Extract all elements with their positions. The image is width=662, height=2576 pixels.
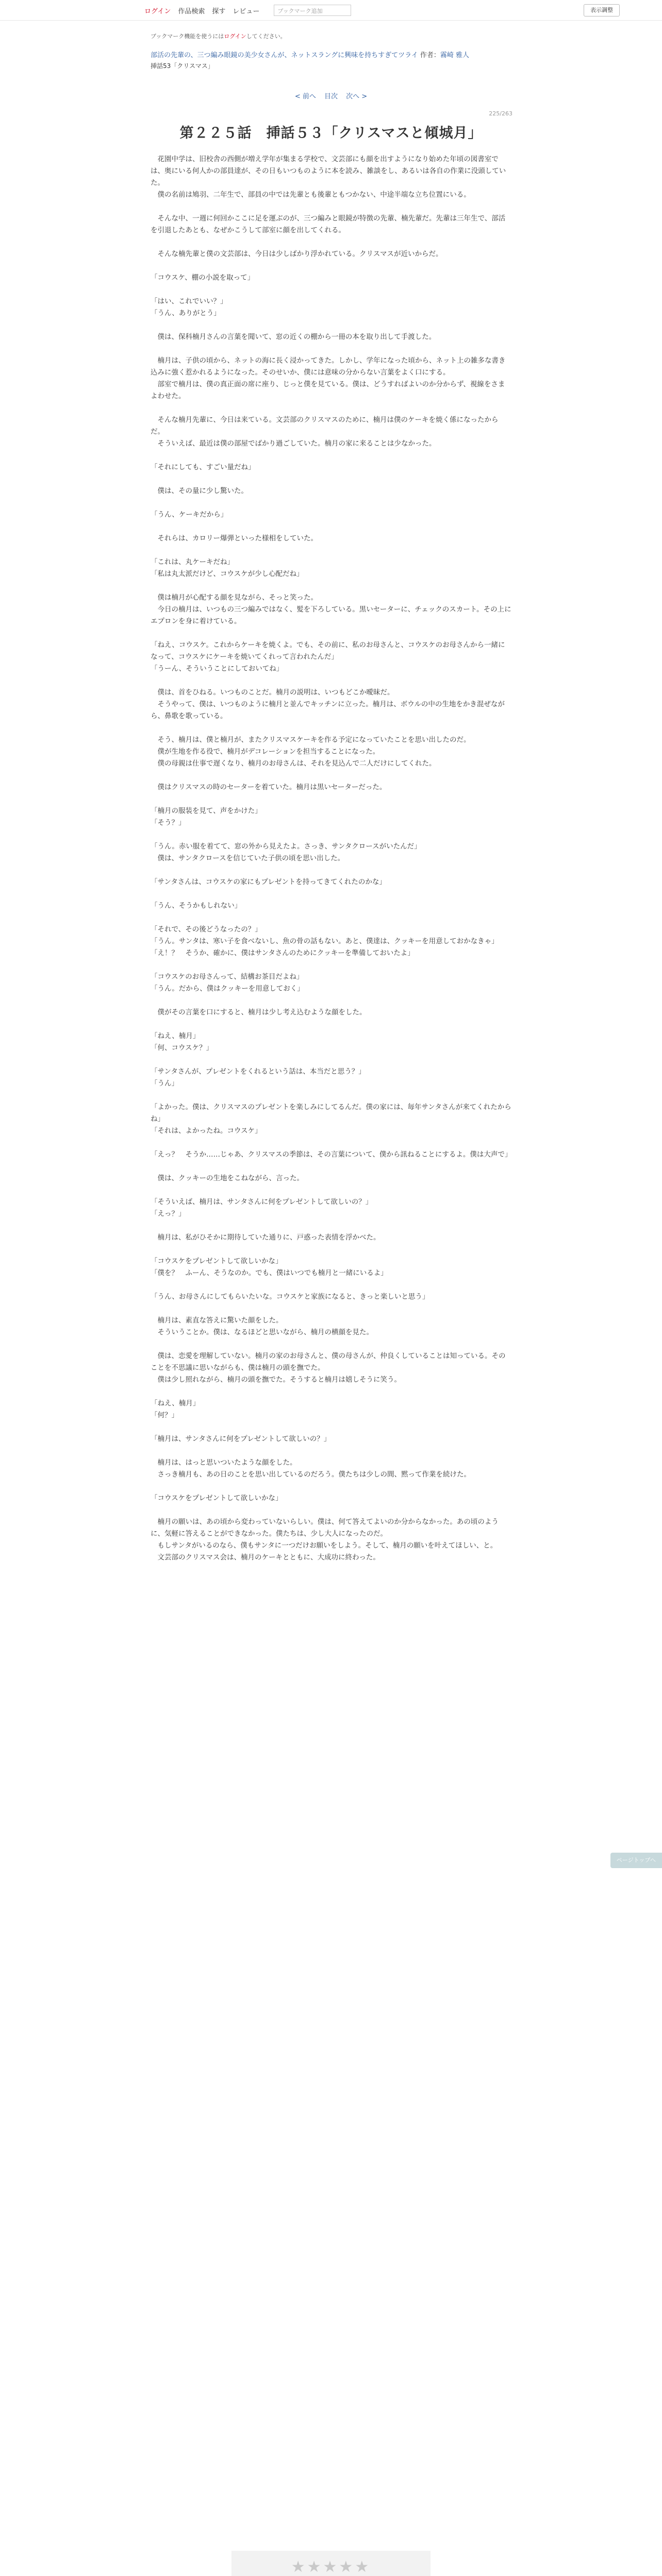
body-paragraph: そういえば、最近は僕の部屋でばかり過ごしていた。楠月の家に来ることは少なかった。: [151, 439, 436, 448]
episode-title: 第２２５話 挿話５３「クリスマスと傾城月」: [179, 125, 483, 141]
body-paragraph: 花園中学は、旧校舎の西側が増え学年が集まる学校で、文芸部にも顔を出すようになり始めた年頃の図書室では、奥にいる何人かの部員達が、その日もいつものように本を読み、雑談をし、あるいは各自の作業に没頭していた。: [151, 155, 506, 187]
body-paragraph: 僕はクリスマスの時のセーターを着ていた。楠月は黒いセーターだった。: [151, 783, 387, 791]
body-paragraph: 「楠月は、サンタさんに何をプレゼントして欲しいの？」: [151, 1435, 331, 1443]
body-paragraph: 「これは、丸ケーキだね」: [151, 558, 234, 566]
body-paragraph: 文芸部のクリスマス会は、楠月のケーキとともに、大成功に終わった。: [151, 1553, 380, 1562]
body-paragraph: 「何？」: [151, 1411, 178, 1419]
top-nav: [144, 4, 351, 16]
nav-search[interactable]: 作品検索: [178, 7, 205, 15]
body-paragraph: 「うん、ありがとう」: [151, 309, 221, 317]
body-paragraph: [151, 1303, 511, 1315]
notice-prefix: ブックマーク機能を使うには: [151, 33, 224, 40]
body-paragraph: 楠月の願いは、あの頃から変わっていないらしい。僕は、何て答えてよいのか分からなかった。あの頃のように、気軽に答えることができなかった。僕たちは、少し大人になったのだ。: [151, 1518, 499, 1538]
body-paragraph: [151, 675, 511, 687]
body-paragraph: もしサンタがいるのなら、僕もサンタに一つだけお願いをしよう。そして、楠月の願いを叶えてほしい、と。: [151, 1541, 498, 1550]
body-paragraph: 僕は、恋愛を理解していない。楠月の家のお母さんと、僕の母さんが、仲良くしていることは知っている。そのことを不思議に思いながらも、僕は楠月の頭を撫でた。: [151, 1352, 506, 1372]
breadcrumb: [151, 50, 511, 71]
body-paragraph: 僕は、首をひねる。いつものことだ。楠月の説明は、いつもどこか曖昧だ。: [151, 688, 394, 697]
body-paragraph: [151, 722, 511, 734]
body-paragraph: 「コウスケをプレゼントして欲しいかな」: [151, 1257, 283, 1265]
chapter-subtitle: 挿話53「クリスマス」: [151, 62, 214, 70]
body-paragraph: [151, 545, 511, 556]
body-paragraph: [151, 793, 511, 805]
author-link[interactable]: 霧崎 雅人: [440, 52, 469, 59]
body-paragraph: それらは、カロリー爆弾といった様相をしていた。: [151, 534, 318, 543]
prev-link[interactable]: < 前へ: [294, 93, 316, 100]
notice-suffix: してください。: [246, 33, 286, 40]
body-paragraph: 「ねえ、楠月」: [151, 1032, 200, 1040]
body-paragraph: [151, 829, 511, 841]
body-paragraph: [151, 1504, 511, 1516]
display-settings-button[interactable]: 表示調整: [584, 4, 620, 16]
body-paragraph: [151, 1279, 511, 1291]
body-paragraph: 「えっ？ そうか……じゃあ、クリスマスの季節は、その言葉について、僕から訊ねることにするよ。僕は大声で」: [151, 1150, 512, 1159]
body-paragraph: [151, 1054, 511, 1066]
body-paragraph: [151, 1421, 511, 1433]
upper-pager: [0, 91, 662, 100]
login-link[interactable]: ログイン: [144, 7, 171, 15]
body-paragraph: 「それは、よかったね。コウスケ」: [151, 1127, 262, 1135]
novel-body: [151, 154, 511, 1564]
body-paragraph: そんな楠先輩と僕の文芸部は、今日は少しばかり浮かれている。クリスマスが近いからだ。: [151, 250, 443, 258]
page-top-button[interactable]: ページトップへ: [610, 1853, 662, 1868]
rating-box: [231, 2551, 431, 2576]
body-paragraph: 僕がその言葉を口にすると、楠月は少し考え込むような顔をした。: [151, 1008, 367, 1016]
body-paragraph: [151, 521, 511, 533]
body-paragraph: 「ねえ、コウスケ。これからケーキを焼くよ。でも、その前に、私のお母さんと、コウスケのお母さんから一緒になって、コウスケにケーキを焼いてくれって言われたんだ」: [151, 641, 505, 661]
body-paragraph: 「はい、これでいい？」: [151, 297, 227, 306]
body-paragraph: [151, 1220, 511, 1232]
notice-login-link[interactable]: ログイン: [224, 33, 246, 40]
body-paragraph: 「うん。だから、僕はクッキーを用意しておく」: [151, 985, 304, 993]
body-paragraph: [151, 959, 511, 971]
body-paragraph: 楠月は、素直な答えに驚いた顔をした。: [151, 1316, 283, 1325]
body-paragraph: 僕の母親は仕事で遅くなり、楠月のお母さんは、それを見込んで二人だけにしてくれた。: [151, 759, 436, 768]
body-paragraph: [151, 1481, 511, 1493]
body-paragraph: 「うん、お母さんにしてもらいたいな。コウスケと家族になると、きっと楽しいと思う」: [151, 1293, 429, 1301]
rating-stars[interactable]: ★★★★★: [291, 2558, 371, 2576]
body-paragraph: [151, 912, 511, 924]
body-paragraph: [151, 1184, 511, 1196]
body-paragraph: [151, 770, 511, 782]
body-paragraph: 「うん、そうかもしれない」: [151, 902, 242, 910]
body-paragraph: 「何、コウスケ？」: [151, 1044, 213, 1052]
body-paragraph: [151, 236, 511, 248]
body-paragraph: [151, 580, 511, 592]
body-paragraph: [151, 1445, 511, 1457]
body-paragraph: 楠月は、子供の頃から、ネットの海に長く浸かってきた。しかし、学年になった頃から、ネット上の雑多な書き込みに強く惹かれるようになった。そのせいか、僕には意味の分からない言葉をよく口にする。: [151, 357, 506, 377]
body-paragraph: [151, 201, 511, 213]
body-paragraph: 「僕を？ ふーん、そうなのか。でも、僕はいつでも楠月と一緒にいるよ」: [151, 1269, 388, 1277]
body-paragraph: [151, 888, 511, 900]
body-paragraph: [151, 1338, 511, 1350]
body-paragraph: 「え！？ そうか、確かに、僕はサンタさんのためにクッキーを準備しておいたよ」: [151, 949, 415, 957]
body-paragraph: [151, 450, 511, 462]
body-paragraph: 「よかった。僕は、クリスマスのプレゼントを楽しみにしてるんだ。僕の家には、毎年サンタさんが来てくれたからね」: [151, 1103, 511, 1123]
body-paragraph: [151, 865, 511, 876]
body-paragraph: [151, 343, 511, 355]
body-paragraph: 僕は、サンタクロースを信じていた子供の頃を思い出した。: [151, 854, 345, 862]
body-paragraph: 「うん」: [151, 1079, 178, 1088]
body-paragraph: 「それにしても、すごい量だね」: [151, 463, 255, 471]
top-bar: [0, 0, 662, 21]
body-paragraph: 「ねえ、楠月」: [151, 1399, 200, 1408]
body-paragraph: [151, 995, 511, 1007]
body-paragraph: 「うん、ケーキだから」: [151, 511, 228, 519]
body-paragraph: [151, 497, 511, 509]
body-paragraph: [151, 1244, 511, 1256]
body-paragraph: [151, 1137, 511, 1149]
toc-link[interactable]: 目次: [324, 93, 338, 100]
body-paragraph: そんな楠月先輩に、今日は来ている。文芸部のクリスマスのために、楠月は僕のケーキを焼く係になったからだ。: [151, 416, 499, 436]
body-paragraph: 今日の楠月は、いつもの三つ編みではなく、髪を下ろしている。黒いセーターに、チェックのスカート。その上にエプロンを身に着けている。: [151, 605, 511, 625]
body-paragraph: 「それで、その後どうなったの？」: [151, 925, 262, 934]
body-paragraph: 「うん。赤い服を着てて、窓の外から見えたよ。さっき、サンタクロースがいたんだ」: [151, 842, 421, 851]
body-paragraph: [151, 319, 511, 331]
body-paragraph: 楠月は、はっと思いついたような顔をした。: [151, 1459, 297, 1467]
bookmark-login-notice: [151, 32, 286, 40]
next-link[interactable]: 次へ >: [346, 93, 368, 100]
nav-review[interactable]: レビュー: [233, 7, 260, 15]
body-paragraph: 僕が生地を作る役で、楠月がデコレーションを担当することになった。: [151, 748, 380, 756]
body-paragraph: 僕は、保科楠月さんの言葉を聞いて、窓の近くの棚から一冊の本を取り出して手渡した。: [151, 333, 436, 341]
body-paragraph: そういうことか。僕は、なるほどと思いながら、楠月の横顔を見た。: [151, 1328, 373, 1336]
body-paragraph: 僕は少し照れながら、楠月の頭を撫でた。そうすると楠月は嬉しそうに笑う。: [151, 1376, 401, 1384]
body-paragraph: [151, 473, 511, 485]
body-paragraph: そんな中、一週に何回かここに足を運ぶのが、三つ編みと眼鏡が特徴の先輩、楠先輩だ。先輩は三年生で、部活を引退したあとも、なぜかこうして部室に顔を出してくれる。: [151, 214, 506, 234]
series-title-link[interactable]: 部活の先輩の、三つ編み眼鏡の美少女さんが、ネットスラングに興味を持ちすぎてツライ: [151, 52, 418, 59]
body-paragraph: そうやって、僕は、いつものように楠月と並んでキッチンに立った。楠月は、ボウルの中の生地をかき混ぜながら、鼻歌を歌っている。: [151, 700, 505, 720]
body-paragraph: 「サンタさんが、プレゼントをくれるという話は、本当だと思う？」: [151, 1067, 366, 1076]
body-paragraph: [151, 260, 511, 272]
body-paragraph: 「楠月の服装を見て、声をかけた」: [151, 807, 262, 815]
body-paragraph: [151, 1161, 511, 1173]
author-label: 作者：: [420, 52, 440, 59]
body-paragraph: 「サンタさんは、コウスケの家にもプレゼントを持ってきてくれたのかな」: [151, 878, 386, 886]
body-paragraph: 僕は、その量に少し驚いた。: [151, 487, 248, 495]
body-paragraph: そう、楠月は、僕と楠月が、またクリスマスケーキを作る予定になっていたことを思い出したのだ。: [151, 736, 471, 744]
body-paragraph: [151, 1090, 511, 1101]
body-paragraph: さっき楠月も、あの日のことを思い出しているのだろう。僕たちは少しの間、黙って作業を続けた。: [151, 1470, 471, 1479]
body-paragraph: 「うん。サンタは、寒い子を食べないし、魚の骨の話もない。あと、僕達は、クッキーを用意しておかなきゃ」: [151, 937, 499, 945]
body-paragraph: [151, 1019, 511, 1030]
page-number: 225/263: [489, 110, 512, 117]
body-paragraph: 僕の名前は鳩羽、二年生で、部員の中では先輩とも後輩ともつかない、中途半端な立ち位置にいる。: [151, 191, 471, 199]
body-paragraph: 「私は丸太派だけど、コウスケが少し心配だね」: [151, 570, 304, 578]
nav-explore[interactable]: 探す: [212, 7, 226, 15]
body-paragraph: 「コウスケのお母さんって、結構お茶目だよね」: [151, 973, 304, 981]
body-paragraph: 「そういえば、楠月は、サンタさんに何をプレゼントして欲しいの？」: [151, 1198, 373, 1206]
body-paragraph: 「うーん、そういうことにしておいてね」: [151, 665, 284, 673]
body-paragraph: [151, 402, 511, 414]
body-paragraph: 部室で楠月は、僕の真正面の席に座り、じっと僕を見ている。僕は、どうすればよいのか分からず、視線をさまよわせた。: [151, 380, 505, 400]
body-paragraph: 「そう？」: [151, 819, 186, 827]
body-paragraph: 僕は、クッキーの生地をこねながら、言った。: [151, 1174, 304, 1182]
body-paragraph: [151, 1386, 511, 1398]
body-paragraph: 「コウスケ、棚の小説を取って」: [151, 274, 255, 282]
body-paragraph: [151, 284, 511, 296]
body-paragraph: 「えっ？」: [151, 1210, 186, 1218]
body-paragraph: 「コウスケをプレゼントして欲しいかな」: [151, 1494, 283, 1502]
body-paragraph: 僕は楠月が心配する顔を見ながら、そっと笑った。: [151, 594, 318, 602]
bookmark-add-field[interactable]: ブックマーク追加: [274, 5, 351, 16]
body-paragraph: [151, 628, 511, 639]
body-paragraph: 楠月は、私がひそかに期待していた通りに、戸惑った表情を浮かべた。: [151, 1233, 380, 1242]
